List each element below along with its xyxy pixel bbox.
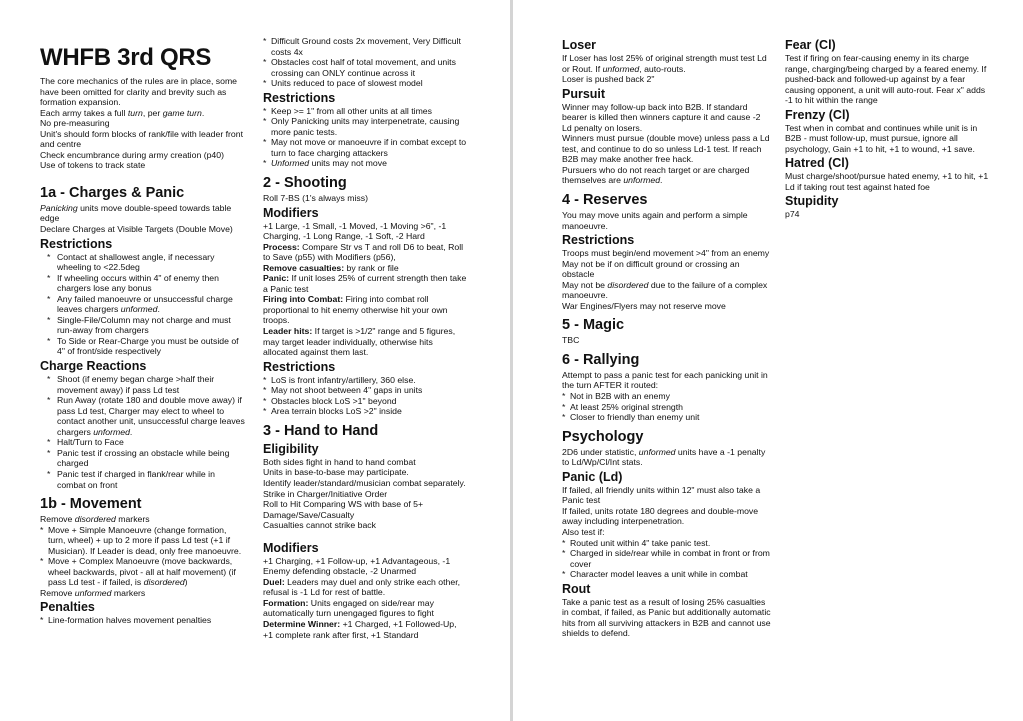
paragraph: If Loser has lost 25% of original strength must test Ld or Rout. If unformed, auto-routs.: [562, 53, 767, 74]
label: Leader hits:: [263, 326, 313, 337]
paragraph: Troops must begin/end movement >4" from an enemy: [562, 248, 770, 259]
paragraph: May not be if on difficult ground or crossing an obstacle: [562, 258, 740, 280]
rallying-list: [562, 391, 772, 423]
section-heading-rallying: 6 - Rallying: [562, 351, 640, 368]
paragraph: 2D6 under statistic, unformed units have a -1 penalty to Ld/Wp/Cl/Int stats.: [562, 446, 766, 468]
label: Remove casualties:: [263, 262, 345, 273]
intro-line: Check encumbrance during army creation (p40): [40, 149, 224, 160]
spacer: [263, 531, 468, 539]
list-item: * Only Panicking units may interpenetrate, causing more panic tests.: [263, 116, 468, 137]
list-item: * Charged in side/rear while in combat in front or from cover: [562, 548, 772, 569]
list-item: * Difficult Ground costs 2x movement, Very Difficult costs 4x: [263, 36, 468, 57]
label: Process:: [263, 241, 300, 252]
subheading-modifiers: Modifiers: [263, 540, 319, 555]
list-item: * To Side or Rear-Charge you must be outside of 4" of front/side respectively: [40, 336, 245, 357]
paragraph: +1 Large, -1 Small, -1 Moved, -1 Moving >6", -1 Charging, -1 Long Range, -1 Soft, -2 Hard: [263, 220, 447, 242]
paragraph: If failed, all friendly units within 12" must also take a Panic test: [562, 484, 761, 506]
section-heading-psychology: Psychology: [562, 428, 644, 445]
paragraph: If failed, units rotate 180 degrees and double-move away including interpenetration.: [562, 505, 759, 527]
paragraph: Winner may follow-up back into B2B. If standard bearer is killed then winners capture it and cause -2 Ld penalty on losers.: [562, 101, 761, 133]
list-item: * Halt/Turn to Face: [40, 437, 245, 448]
list-item: * Contact at shallowest angle, if necessary wheeling to <22.5deg: [40, 252, 245, 273]
paragraph: +1 Charging, +1 Follow-up, +1 Advantageous, -1 Enemy defending obstacle, -2 Unarmed: [263, 555, 451, 577]
panic-list: [562, 538, 772, 580]
label: Firing into Combat:: [263, 294, 344, 305]
paragraph: Remove disordered markers: [40, 514, 150, 525]
subheading-rout: Rout: [562, 581, 591, 596]
intro-line: The core mechanics of the rules are in place, some have been omitted for clarity and brevity such as formation expansion.: [40, 76, 238, 108]
penalties-list-continued: [263, 36, 468, 89]
restrictions-list: [263, 375, 468, 417]
paragraph: Firing into Combat: Firing into combat roll proportional to hit enemy otherwise hit your own troops.: [263, 294, 448, 326]
list-item: * Routed unit within 4" take panic test.: [562, 538, 772, 549]
subheading-restrictions: Restrictions: [263, 90, 336, 105]
section-heading-shooting: 2 - Shooting: [263, 175, 347, 192]
intro-line: No pre-measuring: [40, 118, 110, 129]
subheading-stupidity: Stupidity: [785, 194, 839, 209]
paragraph: Duel: Leaders may duel and only strike each other, refusal is -1 Ld for rest of battle.: [263, 576, 461, 598]
paragraph: Units in base-to-base may participate.: [263, 467, 409, 478]
list-item: * If wheeling occurs within 4" of enemy then chargers lose any bonus: [40, 273, 245, 294]
left-column-1: [40, 38, 245, 626]
paragraph: Test if firing on fear-causing enemy in its charge range, charging/being charged by a feared enemy. If pushed-back and followed-up against by a fear causing opponent, a unit will auto-rout. Fear x" adds -1 to hit within the range: [785, 53, 987, 106]
list-item: * Closer to friendly than enemy unit: [562, 412, 772, 423]
paragraph: Casualties cannot strike back: [263, 520, 376, 531]
paragraph: TBC: [562, 335, 580, 346]
paragraph: Loser is pushed back 2": [562, 74, 655, 85]
intro-line: Unit's should form blocks of rank/file with leader front and centre: [40, 128, 244, 150]
subheading-fear: Fear (Cl): [785, 38, 836, 52]
section-heading-magic: 5 - Magic: [562, 317, 625, 334]
list-item: * Move + Simple Manoeuvre (change formation, turn, wheel) + up to 2 more if pass Ld test (+1 if Musician). If Leader is dead, only free manoeuvre.: [40, 525, 245, 557]
paragraph: Formation: Units engaged on side/rear may automatically turn unengaged figures to fight: [263, 597, 434, 619]
list-item: * Units reduced to pace of slowest model: [263, 78, 468, 89]
paragraph: Remove unformed markers: [40, 587, 146, 598]
subheading-restrictions: Restrictions: [40, 236, 113, 251]
list-item: * At least 25% original strength: [562, 402, 772, 413]
paragraph: Panic: If unit loses 25% of current strength then take a Panic test: [263, 273, 467, 294]
subheading-restrictions: Restrictions: [562, 233, 635, 248]
list-item: * May not shoot between 4" gaps in units: [263, 385, 468, 396]
label: Formation:: [263, 597, 309, 608]
left-column-2: [263, 36, 468, 640]
subheading-eligibility: Eligibility: [263, 441, 319, 456]
paragraph: Panicking units move double-speed towards table edge: [40, 202, 232, 224]
subheading-frenzy: Frenzy (Cl): [785, 107, 850, 122]
subheading-penalties: Penalties: [40, 600, 95, 615]
subheading-loser: Loser: [562, 38, 597, 52]
paragraph: Attempt to pass a panic test for each panicking unit in the turn AFTER it routed:: [562, 369, 768, 391]
penalties-list: [40, 615, 245, 626]
section-heading-reserves: 4 - Reserves: [562, 192, 648, 209]
subheading-restrictions: Restrictions: [263, 359, 336, 374]
paragraph: Test when in combat and continues while unit is in B2B - must follow-up, must pursue, ignore all psychology, Gain +1 to hit, +1 to wound, +1 save.: [785, 122, 978, 154]
paragraph: Also test if:: [562, 526, 605, 537]
label: Determine Winner:: [263, 618, 341, 629]
restrictions-list: [263, 106, 468, 169]
restrictions-list: [40, 252, 245, 357]
label: Duel:: [263, 576, 285, 587]
label: Panic:: [263, 273, 290, 284]
charge-reactions-list: [40, 374, 245, 490]
list-item: * Character model leaves a unit while in combat: [562, 569, 772, 580]
list-item: * Panic test if charged in flank/rear while in combat on front: [40, 469, 245, 490]
list-item: * Shoot (if enemy began charge >half their movement away) if pass Ld test: [40, 374, 245, 395]
list-item: * Line-formation halves movement penalties: [40, 615, 245, 626]
list-item: * Obstacles cost half of total movement, and units crossing can ONLY continue across it: [263, 57, 468, 78]
paragraph: Determine Winner: +1 Charged, +1 Followed-Up, +1 complete rank after first, +1 Standard: [263, 618, 457, 640]
list-item: * Not in B2B with an enemy: [562, 391, 772, 402]
document-title: WHFB 3rd QRS: [40, 44, 212, 71]
section-heading-movement: 1b - Movement: [40, 496, 142, 513]
list-item: * Run Away (rotate 180 and double move away) if pass Ld test, Charger may elect to wheel to contact another unit, unsuccessful charge leaves chargers unformed.: [40, 395, 245, 437]
subheading-hatred: Hatred (Cl): [785, 156, 849, 171]
list-item: * Keep >= 1" from all other units at all times: [263, 106, 468, 117]
paragraph: p74: [785, 209, 800, 220]
list-item: * Panic test if crossing an obstacle while being charged: [40, 448, 245, 469]
paragraph: Winners must pursue (double move) unless pass a Ld test, and continue to do so unless Ld-1 test. If reach B2B may make another free hack.: [562, 133, 770, 165]
right-column-2: [785, 38, 995, 220]
paragraph: Damage/Save/Casualty: [263, 509, 355, 520]
intro-line: Each army takes a full turn, per game turn.: [40, 107, 205, 118]
paragraph: Declare Charges at Visible Targets (Double Move): [40, 224, 233, 235]
paragraph: Leader hits: If target is >1/2" range and 5 figures, may target leader individually, otherwise hits allocated against them last.: [263, 326, 456, 358]
list-item: * Area terrain blocks LoS >2" inside: [263, 406, 468, 417]
paragraph: Must charge/shoot/pursue hated enemy, +1 to hit, +1 Ld if taking rout test against hated foe: [785, 171, 989, 192]
paragraph: Roll to Hit Comparing WS with base of 5+: [263, 499, 424, 510]
section-heading-charges: 1a - Charges & Panic: [40, 184, 185, 201]
subheading-charge-reactions: Charge Reactions: [40, 359, 147, 374]
paragraph: Roll 7-BS (1's always miss): [263, 193, 368, 204]
list-item: * Single-File/Column may not charge and must run-away from chargers: [40, 315, 245, 336]
paragraph: Identify leader/standard/musician combat separately.: [263, 477, 466, 488]
list-item: * Any failed manoeuvre or unsuccessful charge leaves chargers unformed.: [40, 294, 245, 315]
subheading-panic: Panic (Ld): [562, 469, 623, 484]
list-item: * LoS is front infantry/artillery, 360 else.: [263, 375, 468, 386]
paragraph: Pursuers who do not reach target or are charged themselves are unformed.: [562, 164, 750, 186]
section-heading-hand-to-hand: 3 - Hand to Hand: [263, 422, 379, 439]
list-item: * Move + Complex Manoeuvre (move backwards, wheel backwards, pivot - all at half movement) (if pass Ld test - if failed, is disordered): [40, 556, 245, 588]
paragraph: Process: Compare Str vs T and roll D6 to beat, Roll to Save (p55) with Modifiers (p56),: [263, 241, 464, 263]
list-item: * Unformed units may not move: [263, 158, 468, 169]
paragraph: War Engines/Flyers may not reserve move: [562, 300, 726, 311]
paragraph: Strike in Charger/Initiative Order: [263, 488, 388, 499]
paragraph: May not be disordered due to the failure of a complex manoeuvre.: [562, 279, 768, 301]
left-page: [0, 0, 510, 721]
paragraph: Both sides fight in hand to hand combat: [263, 456, 416, 467]
paragraph: You may move units again and perform a simple manoeuvre.: [562, 210, 748, 231]
list-item: * May not move or manoeuvre if in combat except to turn to face charging attackers: [263, 137, 468, 158]
right-page: [513, 0, 1023, 721]
subheading-modifiers: Modifiers: [263, 205, 319, 220]
movement-list: [40, 525, 245, 588]
paragraph: Remove casualties: by rank or file: [263, 262, 399, 273]
list-item: * Obstacles block LoS >1" beyond: [263, 396, 468, 407]
intro-line: Use of tokens to track state: [40, 160, 146, 171]
right-column-1: [562, 38, 772, 639]
paragraph: Take a panic test as a result of losing 25% casualties in combat, if failed, as Panic but additionally automatic hits from all surviving attackers in B2B and cannot use shields to defend.: [562, 596, 771, 639]
subheading-pursuit: Pursuit: [562, 86, 606, 101]
